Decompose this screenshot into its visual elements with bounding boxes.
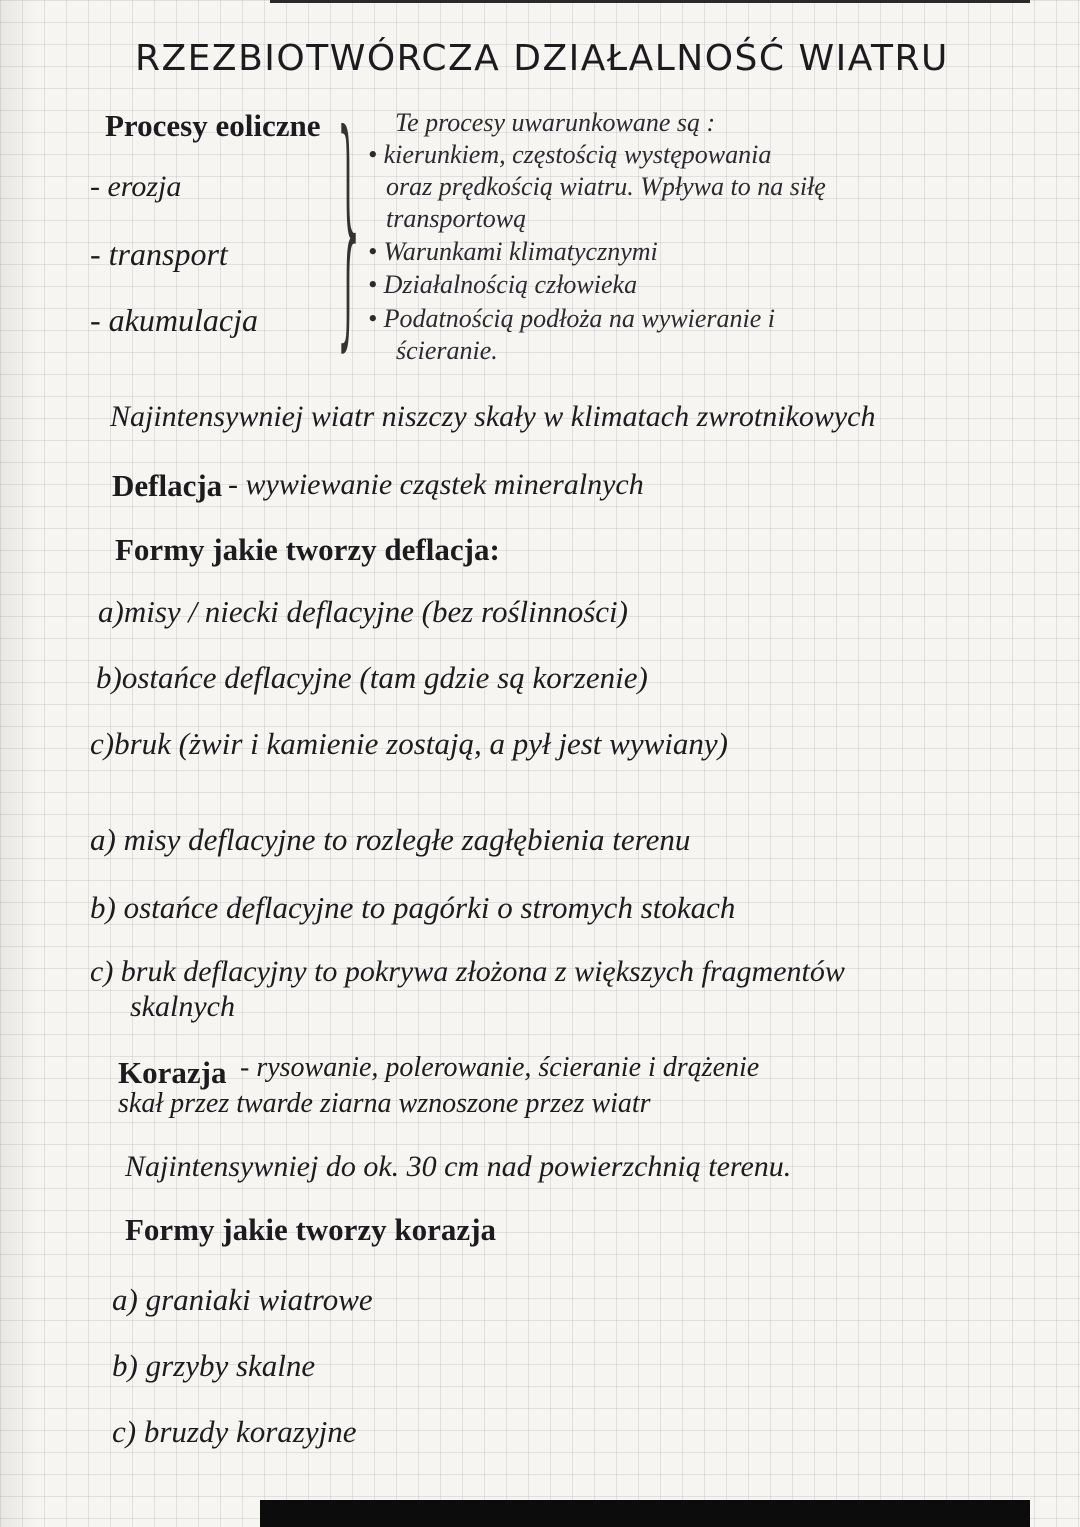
condition-line-1: • kierunkiem, częstością występowania xyxy=(368,140,772,169)
page-title: RZEZBIOTWÓRCZA DZIAŁALNOŚĆ WIATRU xyxy=(135,38,949,79)
deflation-description-b: b) ostańce deflacyjne to pagórki o stromych stokach xyxy=(90,890,736,925)
deflation-description-c: c) bruk deflacyjny to pokrywa złożona z większych fragmentów xyxy=(90,955,845,988)
corrasion-term: Korazja xyxy=(118,1055,227,1090)
condition-line-7: ścieranie. xyxy=(396,336,498,365)
corrasion-form-b: b) grzyby skalne xyxy=(112,1348,316,1383)
corrasion-form-a: a) graniaki wiatrowe xyxy=(112,1282,373,1317)
processes-heading: Procesy eoliczne xyxy=(105,108,321,143)
deflation-form-a: a)misy / niecki deflacyjne (bez roślinności) xyxy=(98,594,628,629)
intensity-note: Najintensywniej wiatr niszczy skały w klimatach zwrotnikowych xyxy=(110,400,876,433)
top-rule xyxy=(270,0,1030,3)
deflation-form-b: b)ostańce deflacyjne (tam gdzie są korzenie) xyxy=(96,660,648,695)
conditions-intro: Te procesy uwarunkowane są : xyxy=(395,108,716,137)
corrasion-definition-1: - rysowanie, polerowanie, ścieranie i drążenie xyxy=(240,1052,760,1083)
condition-line-4: • Warunkami klimatycznymi xyxy=(368,237,658,266)
process-item-accumulation: - akumulacja xyxy=(90,302,258,338)
deflation-description-a: a) misy deflacyjne to rozległe zagłębienia terenu xyxy=(90,822,691,857)
condition-line-5: • Działalnością człowieka xyxy=(368,270,638,299)
deflation-form-c: c)bruk (żwir i kamienie zostają, a pył jest wywiany) xyxy=(90,726,728,761)
condition-line-2: oraz prędkością wiatru. Wpływa to na siłę xyxy=(386,172,826,201)
process-item-transport: - transport xyxy=(90,236,228,272)
condition-line-3: transportową xyxy=(386,204,527,233)
corrasion-forms-heading: Formy jakie tworzy korazja xyxy=(125,1212,497,1247)
deflation-forms-heading: Formy jakie tworzy deflacja: xyxy=(115,532,500,567)
condition-line-6: • Podatnością podłoża na wywieranie i xyxy=(368,304,776,333)
process-item-erosion: - erozja xyxy=(90,170,182,203)
bottom-shadow-bar xyxy=(260,1500,1030,1527)
deflation-definition: - wywiewanie cząstek mineralnych xyxy=(228,468,644,501)
deflation-description-c-cont: skalnych xyxy=(130,990,235,1023)
corrasion-definition-2: skał przez twarde ziarna wznoszone przez wiatr xyxy=(118,1088,651,1119)
corrasion-intensity: Najintensywniej do ok. 30 cm nad powierzchnią terenu. xyxy=(125,1150,792,1183)
corrasion-form-c: c) bruzdy korazyjne xyxy=(112,1414,357,1449)
curly-brace: } xyxy=(332,81,367,372)
deflation-term: Deflacja xyxy=(112,468,223,503)
page-edge-shadow xyxy=(0,0,36,1527)
